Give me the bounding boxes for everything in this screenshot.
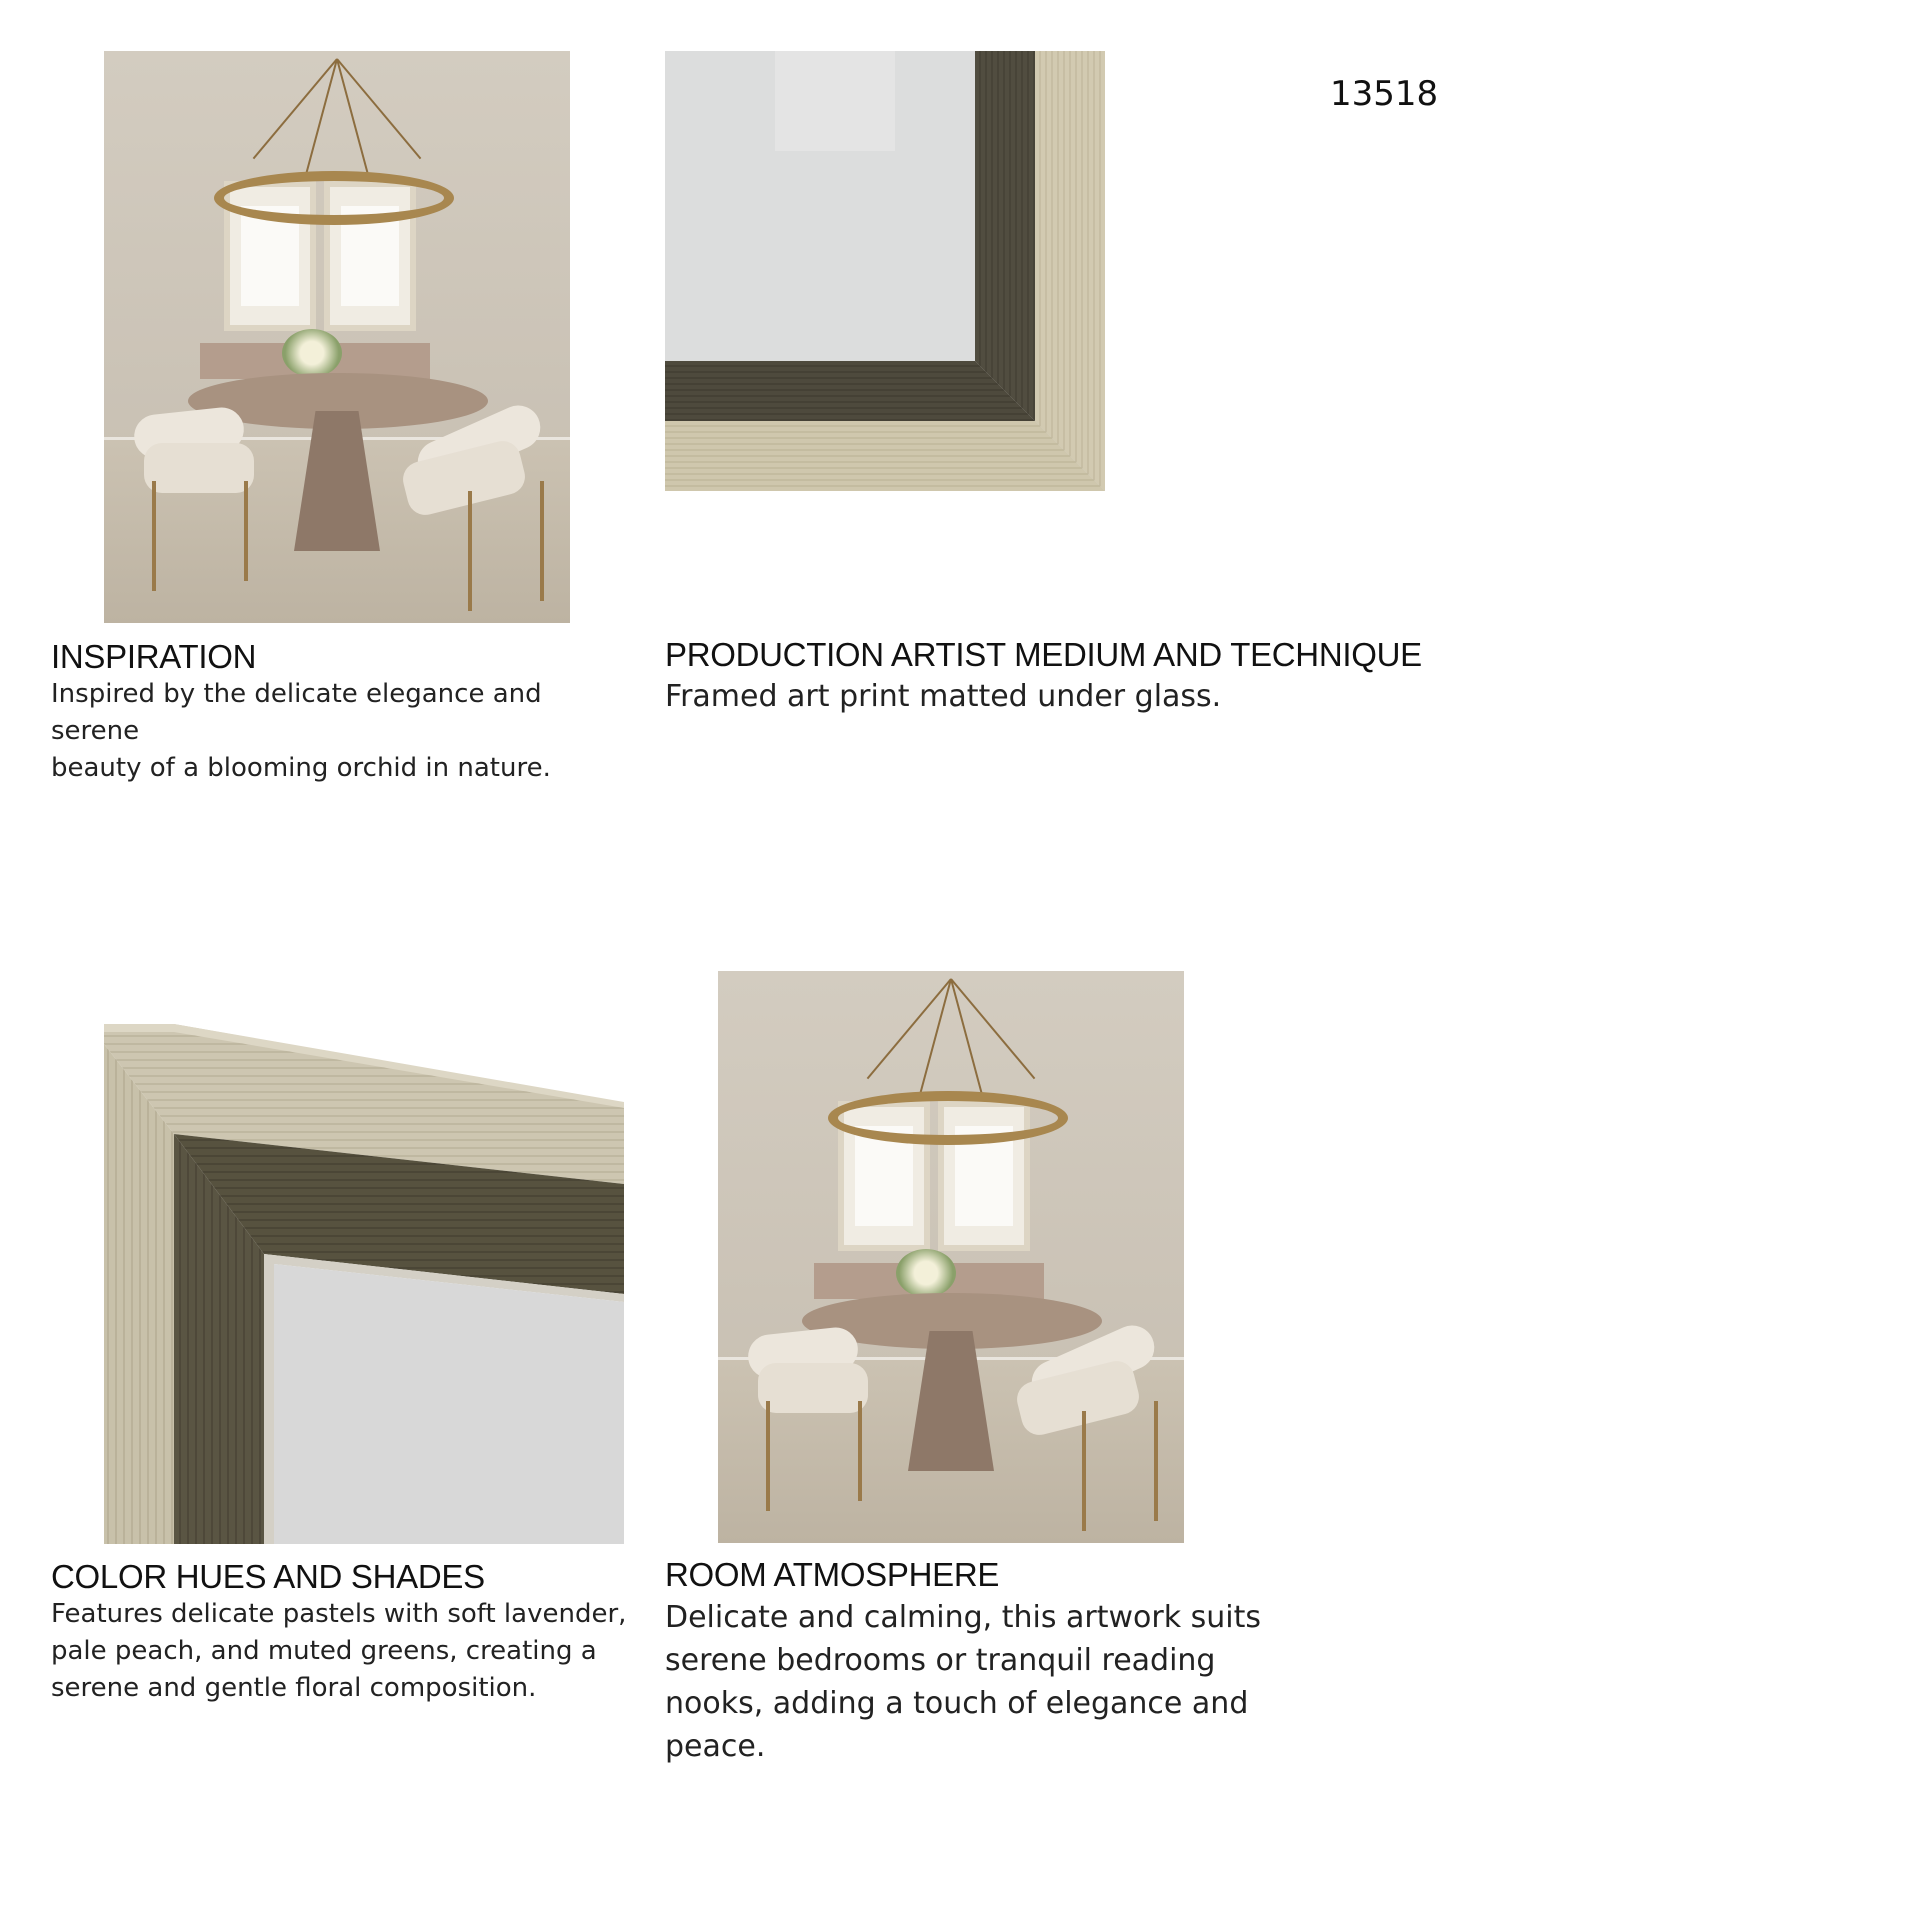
room-line: Delicate and calming, this artwork suits	[665, 1600, 1262, 1635]
color-title: COLOR HUES AND SHADES	[51, 1558, 485, 1595]
production-title: PRODUCTION ARTIST MEDIUM AND TECHNIQUE	[665, 636, 1422, 673]
production-text	[665, 675, 1465, 718]
flower-arrangement	[282, 329, 342, 377]
chandelier	[214, 171, 454, 225]
room-photo-top	[104, 51, 570, 623]
room-text	[665, 1596, 1265, 1768]
color-line: pale peach, and muted greens, creating a	[51, 1636, 597, 1666]
inspiration-title: INSPIRATION	[51, 638, 257, 675]
room-line: peace.	[665, 1729, 766, 1764]
room-line: nooks, adding a touch of elegance and	[665, 1686, 1249, 1721]
flower-arrangement	[896, 1249, 956, 1297]
color-text	[51, 1596, 651, 1707]
room-photo-bottom	[718, 971, 1184, 1543]
room-title: ROOM ATMOSPHERE	[665, 1556, 1000, 1593]
color-line: serene and gentle floral composition.	[51, 1673, 537, 1703]
product-code: 13518	[1330, 74, 1439, 114]
color-line: Features delicate pastels with soft lavender,	[51, 1599, 627, 1629]
chandelier	[828, 1091, 1068, 1145]
frame-front-image	[665, 51, 1105, 491]
inspiration-line: beauty of a blooming orchid in nature.	[51, 753, 551, 783]
inspiration-text	[51, 676, 631, 787]
inspiration-line: Inspired by the delicate elegance and serene	[51, 679, 542, 746]
production-line: Framed art print matted under glass.	[665, 679, 1222, 714]
room-line: serene bedrooms or tranquil reading	[665, 1643, 1216, 1678]
frame-corner-image	[104, 1024, 624, 1544]
